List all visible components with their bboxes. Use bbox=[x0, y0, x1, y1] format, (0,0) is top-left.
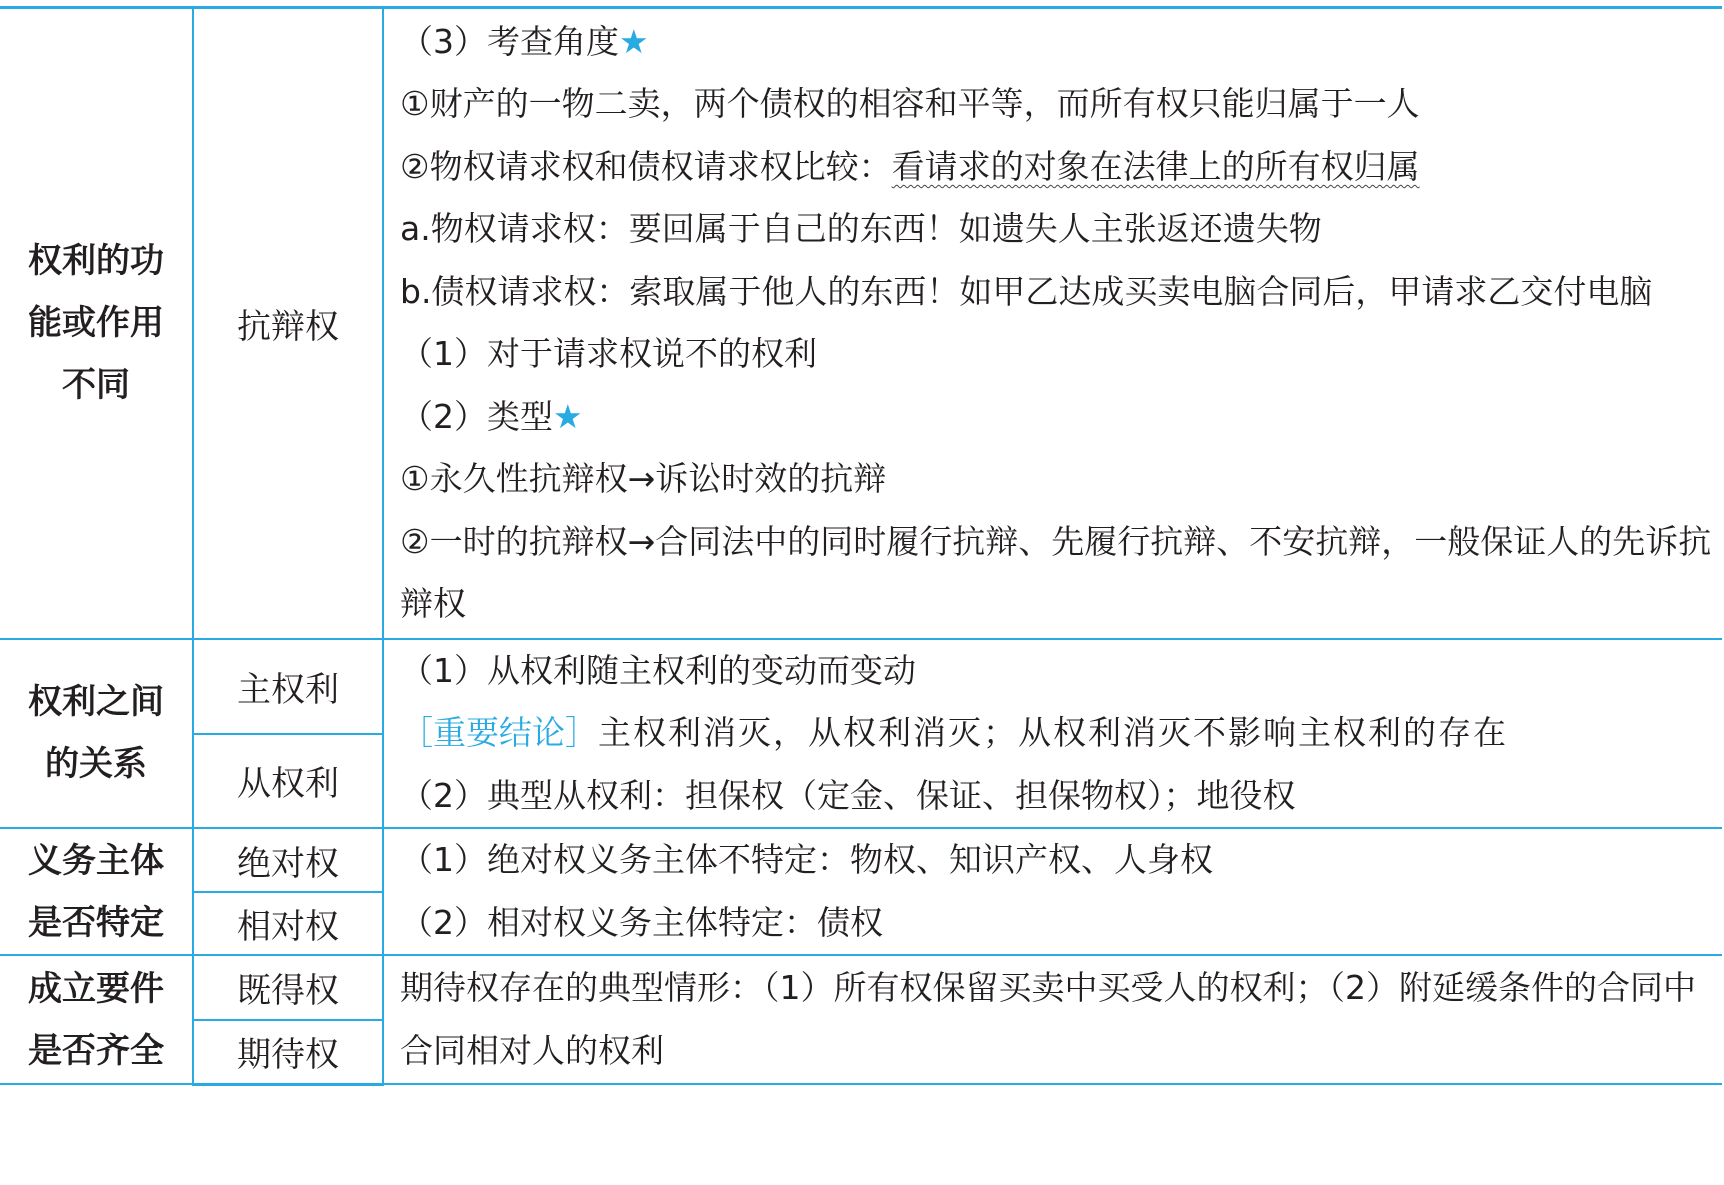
category-label: 权利的功能或作用不同 bbox=[28, 241, 164, 406]
description-line: （2）相对权义务主体特定：债权 bbox=[400, 902, 883, 942]
description-line: a.物权请求权：要回属于自己的东西！如遗失人主张返还遗失物 bbox=[400, 209, 1322, 249]
subcategory-label: 既得权 bbox=[237, 971, 339, 1011]
description-cell bbox=[383, 955, 1722, 1084]
description-line: ①永久性抗辩权→诉讼时效的抗辩 bbox=[400, 459, 887, 499]
description-line: ②物权请求权和债权请求权比较：看请求的对象在法律上的所有权归属 bbox=[400, 146, 1420, 186]
rights-classification-table bbox=[0, 6, 1722, 1086]
description-line: 期待权存在的典型情形：（1）所有权保留买卖中买受人的权利；（2）附延缓条件的合同中合同相对人的权利 bbox=[400, 968, 1696, 1070]
category-label: 成立要件是否齐全 bbox=[28, 968, 164, 1071]
subcategory-cell bbox=[193, 892, 383, 955]
wavy-underline-text: 看请求的对象在法律上的所有权归属 bbox=[891, 146, 1420, 186]
knowledge-table-container bbox=[0, 6, 1722, 1086]
description-line: （2）类型★ bbox=[400, 396, 583, 436]
table-row bbox=[0, 8, 1722, 639]
subcategory-cell bbox=[193, 828, 383, 892]
subcategory-cell bbox=[193, 639, 383, 734]
star-icon: ★ bbox=[619, 21, 649, 61]
description-line: （3）考查角度★ bbox=[400, 21, 649, 61]
description-cell bbox=[383, 8, 1722, 639]
description-cell bbox=[383, 828, 1722, 955]
subcategory-label: 主权利 bbox=[237, 669, 339, 710]
category-cell bbox=[0, 955, 193, 1084]
description-line: （1）绝对权义务主体不特定：物权、知识产权、人身权 bbox=[400, 840, 1213, 879]
description-line: ①财产的一物二卖，两个债权的相容和平等，而所有权只能归属于一人 bbox=[400, 84, 1420, 124]
description-line: （1）从权利随主权利的变动而变动 bbox=[400, 650, 916, 690]
subcategory-cell bbox=[193, 1020, 383, 1084]
subcategory-label: 绝对权 bbox=[237, 843, 339, 884]
category-label: 义务主体是否特定 bbox=[28, 840, 164, 943]
key-conclusion-tag: ［重要结论］ bbox=[400, 713, 598, 752]
category-label: 权利之间的关系 bbox=[28, 682, 164, 785]
subcategory-cell bbox=[193, 955, 383, 1020]
description-cell bbox=[383, 639, 1722, 829]
description-line: （2）典型从权利：担保权（定金、保证、担保物权）；地役权 bbox=[400, 775, 1296, 815]
description-line: （1）对于请求权说不的权利 bbox=[400, 334, 817, 374]
category-cell bbox=[0, 8, 193, 639]
category-cell bbox=[0, 639, 193, 829]
description-line: b.债权请求权：索取属于他人的东西！如甲乙达成买卖电脑合同后，甲请求乙交付电脑 bbox=[400, 271, 1653, 311]
subcategory-label: 抗辩权 bbox=[237, 306, 339, 347]
table-row bbox=[0, 639, 1722, 734]
table-row bbox=[0, 955, 1722, 1020]
description-line: ［重要结论］主权利消灭，从权利消灭；从权利消灭不影响主权利的存在 bbox=[400, 713, 1508, 752]
category-cell bbox=[0, 828, 193, 955]
subcategory-label: 从权利 bbox=[237, 764, 339, 805]
star-icon: ★ bbox=[553, 396, 583, 436]
table-row bbox=[0, 828, 1722, 892]
subcategory-label: 期待权 bbox=[237, 1035, 339, 1076]
subcategory-cell bbox=[193, 8, 383, 639]
subcategory-cell bbox=[193, 734, 383, 828]
subcategory-label: 相对权 bbox=[237, 907, 339, 947]
description-line: ②一时的抗辩权→合同法中的同时履行抗辩、先履行抗辩、不安抗辩，一般保证人的先诉抗辩权 bbox=[400, 521, 1712, 624]
